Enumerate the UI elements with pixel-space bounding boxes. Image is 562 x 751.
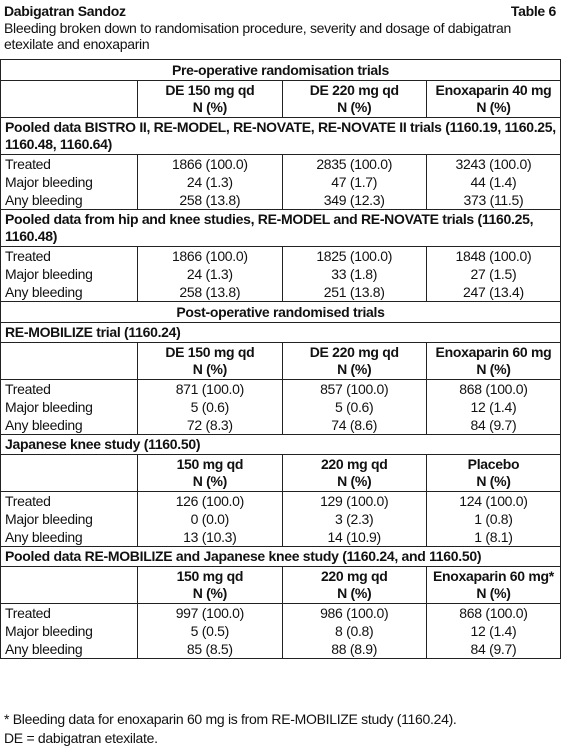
table-row <box>1 510 561 528</box>
group-title: Japanese knee study (1160.50) <box>1 435 561 455</box>
row-label: Treated <box>1 380 138 399</box>
table-row <box>1 191 561 210</box>
row-label: Major bleeding <box>1 622 138 640</box>
group-header-row <box>1 323 561 343</box>
row-label: Any bleeding <box>1 416 138 435</box>
table-row <box>1 622 561 640</box>
column-header: Placebo N (%) <box>426 455 560 492</box>
table-cell: 12 (1.4) <box>426 622 560 640</box>
table-cell: 5 (0.5) <box>138 622 282 640</box>
table-cell: 251 (13.8) <box>282 283 426 302</box>
table-cell: 12 (1.4) <box>426 398 560 416</box>
row-label: Any bleeding <box>1 640 138 659</box>
table-cell: 129 (100.0) <box>282 492 426 511</box>
table-row <box>1 528 561 547</box>
table-cell: 3243 (100.0) <box>426 155 560 174</box>
table-cell: 74 (8.6) <box>282 416 426 435</box>
group-title: Pooled data from hip and knee studies, RE-MODEL and RE-NOVATE trials (1160.25, 1160.48) <box>1 210 561 247</box>
column-header-row <box>1 455 561 492</box>
table-cell: 8 (0.8) <box>282 622 426 640</box>
row-label: Major bleeding <box>1 510 138 528</box>
table-cell: 14 (10.9) <box>282 528 426 547</box>
table-row <box>1 247 561 266</box>
table-cell: 44 (1.4) <box>426 173 560 191</box>
group-title: Pooled data BISTRO II, RE-MODEL, RE-NOVATE, RE-NOVATE II trials (1160.19, 1160.25, 1160.48, 1160.64) <box>1 118 561 155</box>
table-row <box>1 492 561 511</box>
footnotes <box>4 710 457 748</box>
table-cell: 258 (13.8) <box>138 191 282 210</box>
table-cell: 871 (100.0) <box>138 380 282 399</box>
column-header: 150 mg qd N (%) <box>138 455 282 492</box>
row-label: Any bleeding <box>1 191 138 210</box>
section-title-postoperative: Post-operative randomised trials <box>1 302 561 323</box>
table-cell: 373 (11.5) <box>426 191 560 210</box>
row-label: Treated <box>1 155 138 174</box>
section-title-preoperative: Pre-operative randomisation trials <box>1 60 561 81</box>
table-cell: 126 (100.0) <box>138 492 282 511</box>
table-cell: 5 (0.6) <box>138 398 282 416</box>
column-header-row <box>1 343 561 380</box>
group-header-row <box>1 118 561 155</box>
section-header-row <box>1 302 561 323</box>
column-header: DE 220 mg qd N (%) <box>282 343 426 380</box>
column-header: Enoxaparin 60 mg N (%) <box>426 343 560 380</box>
row-label: Treated <box>1 247 138 266</box>
empty-header-cell <box>1 81 138 118</box>
group-header-row <box>1 435 561 455</box>
table-row <box>1 155 561 174</box>
table-cell: 13 (10.3) <box>138 528 282 547</box>
table-row <box>1 640 561 659</box>
row-label: Major bleeding <box>1 173 138 191</box>
table-cell: 1 (8.1) <box>426 528 560 547</box>
table-row <box>1 283 561 302</box>
row-label: Major bleeding <box>1 398 138 416</box>
table-caption: Bleeding broken down to randomisation procedure, severity and dosage of dabigatran etexilate and enoxaparin <box>4 20 511 52</box>
column-header: 220 mg qd N (%) <box>282 567 426 604</box>
table-cell: 84 (9.7) <box>426 416 560 435</box>
table-row <box>1 604 561 623</box>
row-label: Major bleeding <box>1 265 138 283</box>
footnote-abbreviation: DE = dabigatran etexilate. <box>4 730 158 746</box>
row-label: Any bleeding <box>1 528 138 547</box>
column-header-row <box>1 81 561 118</box>
bleeding-table <box>0 59 561 659</box>
column-header: 150 mg qd N (%) <box>138 567 282 604</box>
table-cell: 27 (1.5) <box>426 265 560 283</box>
table-cell: 868 (100.0) <box>426 604 560 623</box>
table-cell: 2835 (100.0) <box>282 155 426 174</box>
table-cell: 258 (13.8) <box>138 283 282 302</box>
table-cell: 33 (1.8) <box>282 265 426 283</box>
table-row <box>1 380 561 399</box>
table-cell: 868 (100.0) <box>426 380 560 399</box>
table-cell: 1866 (100.0) <box>138 247 282 266</box>
table-label: Table 6 <box>510 3 556 19</box>
table-cell: 72 (8.3) <box>138 416 282 435</box>
empty-header-cell <box>1 343 138 380</box>
table-cell: 857 (100.0) <box>282 380 426 399</box>
group-title: Pooled data RE-MOBILIZE and Japanese knee study (1160.24, and 1160.50) <box>1 547 561 567</box>
table-cell: 5 (0.6) <box>282 398 426 416</box>
empty-header-cell <box>1 455 138 492</box>
table-cell: 3 (2.3) <box>282 510 426 528</box>
empty-header-cell <box>1 567 138 604</box>
table-cell: 986 (100.0) <box>282 604 426 623</box>
table-cell: 247 (13.4) <box>426 283 560 302</box>
table-cell: 1866 (100.0) <box>138 155 282 174</box>
table-cell: 24 (1.3) <box>138 173 282 191</box>
table-cell: 349 (12.3) <box>282 191 426 210</box>
group-header-row <box>1 547 561 567</box>
column-header: DE 220 mg qd N (%) <box>282 81 426 118</box>
column-header: Enoxaparin 40 mg N (%) <box>426 81 560 118</box>
table-row <box>1 398 561 416</box>
table-row <box>1 265 561 283</box>
column-header-row <box>1 567 561 604</box>
footnote-enoxaparin: * Bleeding data for enoxaparin 60 mg is from RE-MOBILIZE study (1160.24). <box>4 711 457 727</box>
row-label: Treated <box>1 492 138 511</box>
table-row <box>1 416 561 435</box>
column-header: DE 150 mg qd N (%) <box>138 343 282 380</box>
column-header: DE 150 mg qd N (%) <box>138 81 282 118</box>
section-header-row <box>1 60 561 81</box>
group-title: RE-MOBILIZE trial (1160.24) <box>1 323 561 343</box>
table-cell: 0 (0.0) <box>138 510 282 528</box>
row-label: Any bleeding <box>1 283 138 302</box>
group-header-row <box>1 210 561 247</box>
document-header <box>0 0 562 56</box>
row-label: Treated <box>1 604 138 623</box>
column-header: 220 mg qd N (%) <box>282 455 426 492</box>
table-cell: 84 (9.7) <box>426 640 560 659</box>
table-cell: 88 (8.9) <box>282 640 426 659</box>
table-cell: 1 (0.8) <box>426 510 560 528</box>
table-cell: 47 (1.7) <box>282 173 426 191</box>
column-header: Enoxaparin 60 mg* N (%) <box>426 567 560 604</box>
table-cell: 85 (8.5) <box>138 640 282 659</box>
table-row <box>1 173 561 191</box>
table-cell: 1825 (100.0) <box>282 247 426 266</box>
table-cell: 997 (100.0) <box>138 604 282 623</box>
document-title: Dabigatran Sandoz <box>4 3 126 19</box>
table-cell: 24 (1.3) <box>138 265 282 283</box>
table-cell: 1848 (100.0) <box>426 247 560 266</box>
table-cell: 124 (100.0) <box>426 492 560 511</box>
